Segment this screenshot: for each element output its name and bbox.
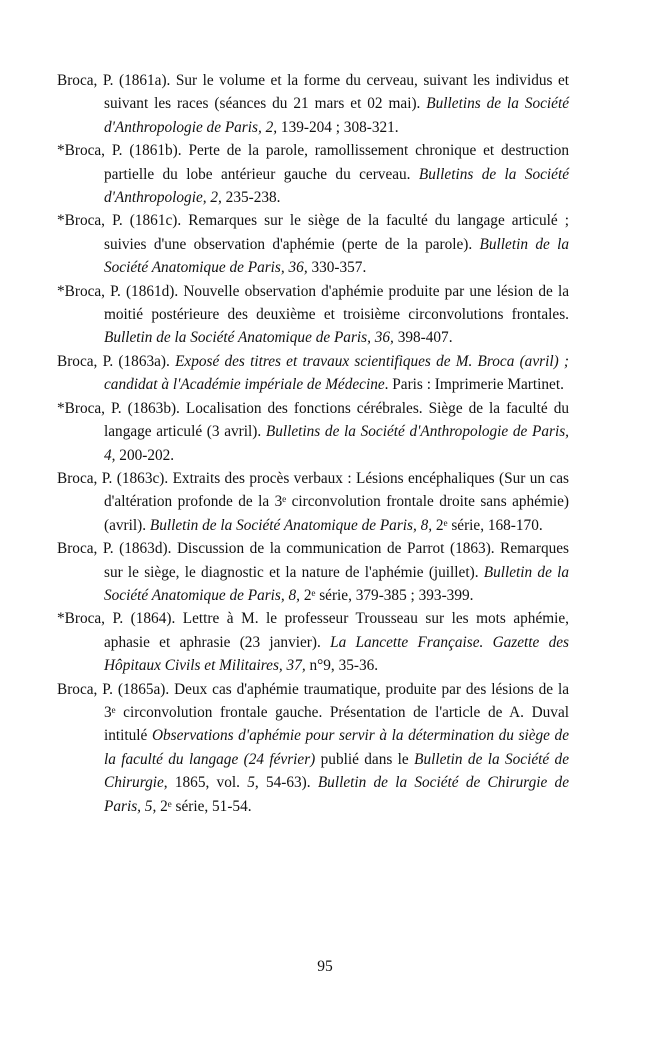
page-number: 95 bbox=[317, 958, 333, 975]
reference-italic-text: Bulletins de la Société d'Anthropologie de Paris, 2, bbox=[104, 95, 569, 136]
reference-text: , 1865, vol. bbox=[163, 774, 248, 792]
reference-entry bbox=[57, 607, 569, 677]
reference-italic-text: Bulletins de la Société d'Anthropologie, 2, bbox=[104, 165, 569, 207]
reference-text: *Broca, P. (1861c). Remarques sur le siège de la faculté du langage articulé ; suivies d'une observation d'aphémie (perte de la parole). bbox=[57, 212, 569, 253]
reference-text: 2ᵉ série, 168-170. bbox=[432, 516, 543, 534]
reference-italic-text: Observations d'aphémie pour servir à la détermination du siège de la faculté du langage (24 février) bbox=[104, 727, 569, 768]
reference-entry bbox=[57, 280, 569, 350]
reference-text: *Broca, P. (1864). Lettre à M. le professeur Trousseau sur les mots aphémie, aphasie et aphrasie (23 janvier). bbox=[57, 610, 569, 651]
reference-italic-text: Bulletins de la Société d'Anthropologie de Paris, 4, bbox=[104, 423, 569, 464]
reference-entry bbox=[57, 467, 569, 537]
reference-text: 139-204 ; 308-321. bbox=[277, 118, 399, 136]
reference-text: 235-238. bbox=[221, 189, 281, 207]
reference-text: Broca, P. (1861a). Sur le volume et la forme du cerveau, suivant les individus et suivant les races (séances du 21 mars et 02 mai). bbox=[57, 72, 569, 113]
reference-text: Broca, P. (1865a). Deux cas d'aphémie traumatique, produite par des lésions de la 3ᵉ circonvolution frontale gauche. Présentation de l'article de A. Duval intitulé bbox=[57, 680, 569, 745]
bibliography-page bbox=[57, 69, 569, 818]
reference-text: publié dans le bbox=[315, 750, 415, 768]
reference-italic-text: Bulletin de la Société Anatomique de Paris, 36, bbox=[104, 235, 569, 277]
reference-italic-text: La Lancette Française. Gazette des Hôpitaux Civils et Militaires, 37, bbox=[104, 633, 569, 675]
reference-text: 330-357. bbox=[307, 259, 367, 277]
reference-text: 2ᵉ série, 379-385 ; 393-399. bbox=[300, 586, 474, 604]
reference-text: n°9, 35-36. bbox=[305, 657, 379, 675]
reference-text: , 54-63). bbox=[254, 774, 318, 792]
reference-italic-text: Bulletin de la Société de Chirurgie de Paris, 5, bbox=[104, 774, 569, 815]
reference-italic-text: Bulletin de la Société Anatomique de Paris, 8, bbox=[104, 563, 569, 604]
reference-text: *Broca, P. (1863b). Localisation des fonctions cérébrales. Siège de la faculté du langage articulé (3 avril). bbox=[57, 399, 569, 441]
reference-italic-text: Bulletin de la Société Anatomique de Paris, 8, bbox=[149, 516, 433, 534]
reference-italic-text: Exposé des titres et travaux scientifiques de M. Broca (avril) ; candidat à l'Académie impériale de Médecine bbox=[104, 352, 569, 394]
reference-text: 2ᵉ série, 51-54. bbox=[156, 797, 252, 815]
reference-text: Broca, P. (1863c). Extraits des procès verbaux : Lésions encéphaliques (Sur un cas d'altération profonde de la 3ᵉ circonvolution frontale droite sans aphémie) (avril). bbox=[57, 469, 569, 534]
reference-list bbox=[57, 69, 569, 818]
reference-text: . Paris : Imprimerie Martinet. bbox=[384, 376, 564, 394]
reference-text: Broca, P. (1863a). bbox=[57, 352, 176, 370]
reference-italic-text: Bulletin de la Société de Chirurgie bbox=[104, 750, 569, 792]
reference-entry bbox=[57, 397, 569, 467]
reference-text: 398-407. bbox=[393, 329, 453, 347]
reference-text: *Broca, P. (1861d). Nouvelle observation d'aphémie produite par une lésion de la moitié postérieure des deuxième et troisième circonvolutions frontales. bbox=[57, 282, 569, 324]
reference-italic-text: Bulletin de la Société Anatomique de Paris, 36, bbox=[104, 329, 394, 347]
reference-entry bbox=[57, 139, 569, 209]
reference-entry bbox=[57, 678, 569, 818]
reference-text: *Broca, P. (1861b). Perte de la parole, ramollissement chronique et destruction partielle du lobe antérieur gauche du cerveau. bbox=[57, 142, 569, 183]
reference-text: 200-202. bbox=[115, 446, 175, 464]
reference-entry bbox=[57, 350, 569, 397]
reference-entry bbox=[57, 537, 569, 607]
reference-italic-text: 5 bbox=[247, 774, 255, 792]
reference-entry bbox=[57, 209, 569, 279]
reference-entry bbox=[57, 69, 569, 139]
reference-text: Broca, P. (1863d). Discussion de la communication de Parrot (1863). Remarques sur le siège, le diagnostic et la nature de l'aphémie (juillet). bbox=[57, 540, 569, 581]
